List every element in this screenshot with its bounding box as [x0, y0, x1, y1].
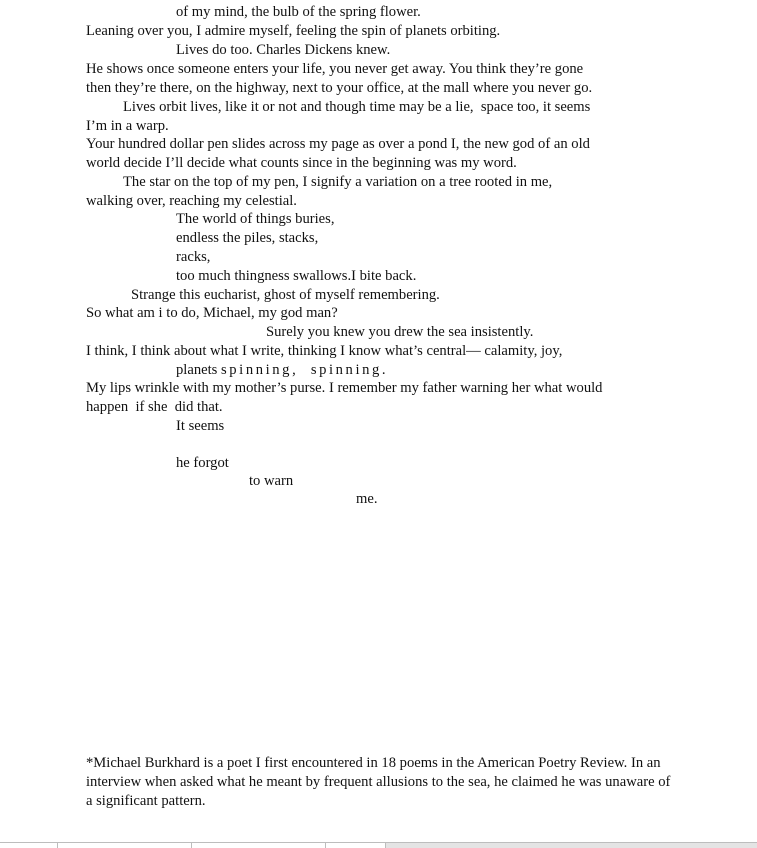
poem-line: I’m in a warp. — [86, 118, 169, 134]
poem-line: It seems — [176, 418, 225, 434]
poem-line: Lives do too. Charles Dickens knew. — [176, 42, 391, 58]
last-line-part-3: me. — [356, 491, 378, 507]
poem-line: endless the piles, stacks, — [176, 230, 319, 246]
poem-line: too much thingness swallows.I bite back. — [176, 268, 417, 284]
bottom-bar-empty-region — [386, 843, 757, 848]
poem-line: Lives orbit lives, like it or not and though time may be a lie, space too, it seems — [123, 99, 591, 115]
poem-line: My lips wrinkle with my mother’s purse. I remember my father warning her what would — [86, 380, 603, 396]
poem-line: Leaning over you, I admire myself, feeling the spin of planets orbiting. — [86, 23, 501, 39]
poem-line: He shows once someone enters your life, you never get away. You think they’re gone — [86, 61, 584, 77]
last-line-part-1: he forgot — [176, 455, 229, 471]
poem-line-spinning — [176, 361, 388, 379]
spinning-prefix: planets — [176, 362, 221, 378]
poem-line: racks, — [176, 249, 211, 265]
poem-line: of my mind, the bulb of the spring flower. — [176, 4, 421, 20]
poem-line: Strange this eucharist, ghost of myself remembering. — [131, 287, 440, 303]
poem-line: happen if she did that. — [86, 399, 223, 415]
poem-line: walking over, reaching my celestial. — [86, 193, 297, 209]
bottom-ruler-bar — [0, 842, 757, 848]
poem-line: Your hundred dollar pen slides across my page as over a pond I, the new god of an old — [86, 136, 590, 152]
poem-line: The star on the top of my pen, I signify a variation on a tree rooted in me, — [123, 174, 553, 190]
footnote: *Michael Burkhard is a poet I first encountered in 18 poems in the American Poetry Review. In an interview when asked what he meant by frequent allusions to the sea, he claimed he was unaware of a significant pattern. — [86, 755, 671, 809]
poem-line: I think, I think about what I write, thinking I know what’s central— calamity, joy, — [86, 343, 563, 359]
last-line-part-2: to warn — [249, 473, 294, 489]
poem-last-line — [0, 436, 757, 507]
bottom-bar-divider — [191, 843, 192, 848]
bottom-bar-divider — [57, 843, 58, 848]
spinning-spaced: spinning, spinning. — [221, 362, 389, 378]
poem-line: then they’re there, on the highway, next to your office, at the mall where you never go. — [86, 80, 593, 96]
poem-line: The world of things buries, — [176, 211, 335, 227]
bottom-bar-divider — [325, 843, 326, 848]
poem-line: world decide I’ll decide what counts since in the beginning was my word. — [86, 155, 517, 171]
poem-line: Surely you knew you drew the sea insistently. — [266, 324, 534, 340]
poem-line: So what am i to do, Michael, my god man? — [86, 305, 338, 321]
